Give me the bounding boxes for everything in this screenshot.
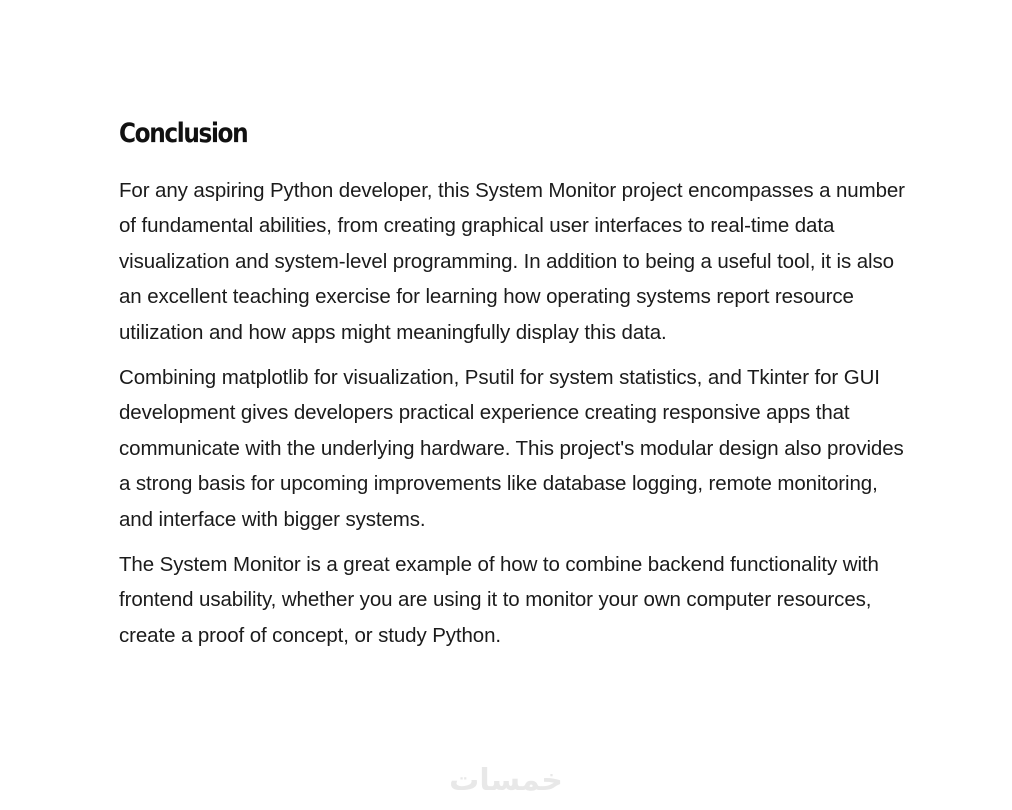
paragraph-2: Combining matplotlib for visualization, Psutil for system statistics, and Tkinter for GUI development gives developers practical experience creating responsive apps that communicate with the underlying hardware. This project's modular design also provides a strong basis for upcoming improvements like database logging, remote monitoring, and interface with bigger systems. (119, 366, 904, 531)
watermark-text: خمسات (449, 762, 563, 798)
document-content (119, 112, 909, 663)
khamsat-watermark (442, 760, 570, 800)
paragraph-1: For any aspiring Python developer, this System Monitor project encompasses a number of fundamental abilities, from creating graphical user interfaces to real-time data visualization and system-level programming. In addition to being a useful tool, it is also an excellent teaching exercise for learning how operating systems report resource utilization and how apps might meaningfully display this data. (119, 179, 905, 344)
paragraph-3: The System Monitor is a great example of how to combine backend functionality with frontend usability, whether you are using it to monitor your own computer resources, create a proof of concept, or study Python. (119, 553, 879, 647)
section-heading: Conclusion (119, 118, 248, 149)
